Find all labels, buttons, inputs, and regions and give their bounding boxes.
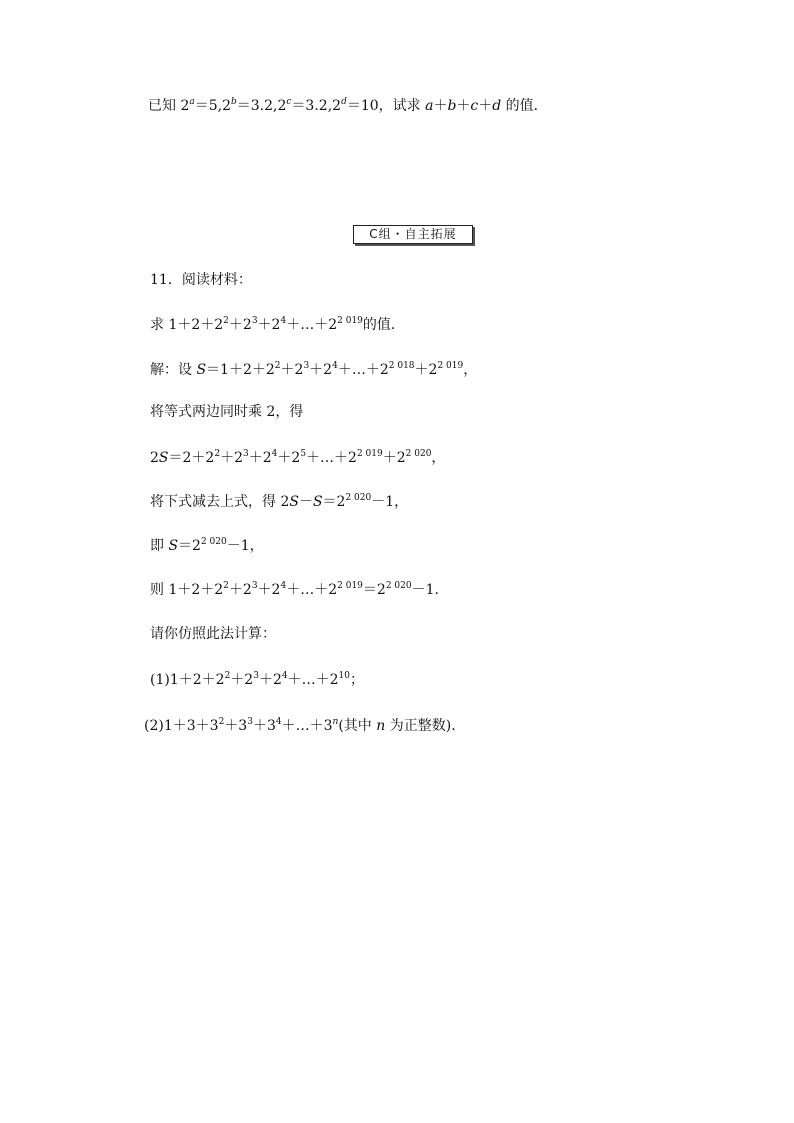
- problem-11-header: 11．阅读材料：: [150, 272, 252, 288]
- problem-10: 已知 $2^a=5,2^b=3.2,2^c=3.2,2^d=10$，试求 a＋b＋c＋d 的值．: [148, 97, 548, 114]
- problem-11-line-5: 将下式减去上式，得 $2S-S=2^{2 020}-1$，: [150, 493, 409, 510]
- problem-11-line-3: 将等式两边同时乘 2，得: [150, 404, 304, 420]
- problem-11-line-2: 解：设 $S=1+2+2^2+2^3+2^4+\dots+2^{2 018}+2^{2 019}$，: [150, 361, 478, 378]
- problem-11-line-4: $2S=2+2^2+2^3+2^4+2^5+\dots+2^{2 019}+2^{2 020}$，: [150, 449, 446, 466]
- problem-11-line-8: 请你仿照此法计算：: [150, 626, 276, 642]
- problem-11-line-6: 即 $S=2^{2 020}-1$，: [150, 537, 264, 554]
- problem-11-line-1: 求 $1+2+2^2+2^3+2^4+\dots+2^{2 019}$的值．: [150, 316, 405, 333]
- problem-11-part-1: $(1)1+2+2^2+2^3+2^4+\dots+2^{10}$；: [150, 671, 364, 688]
- problem-11-line-7: 则 $1+2+2^2+2^3+2^4+\dots+2^{2 019}=2^{2 020}-1$.: [150, 581, 439, 598]
- section-badge: C组・自主拓展: [353, 225, 473, 244]
- problem-11-part-2: $(2)1+3+3^2+3^3+3^4+\dots+3^n$(其中 n 为正整数)．: [144, 717, 466, 734]
